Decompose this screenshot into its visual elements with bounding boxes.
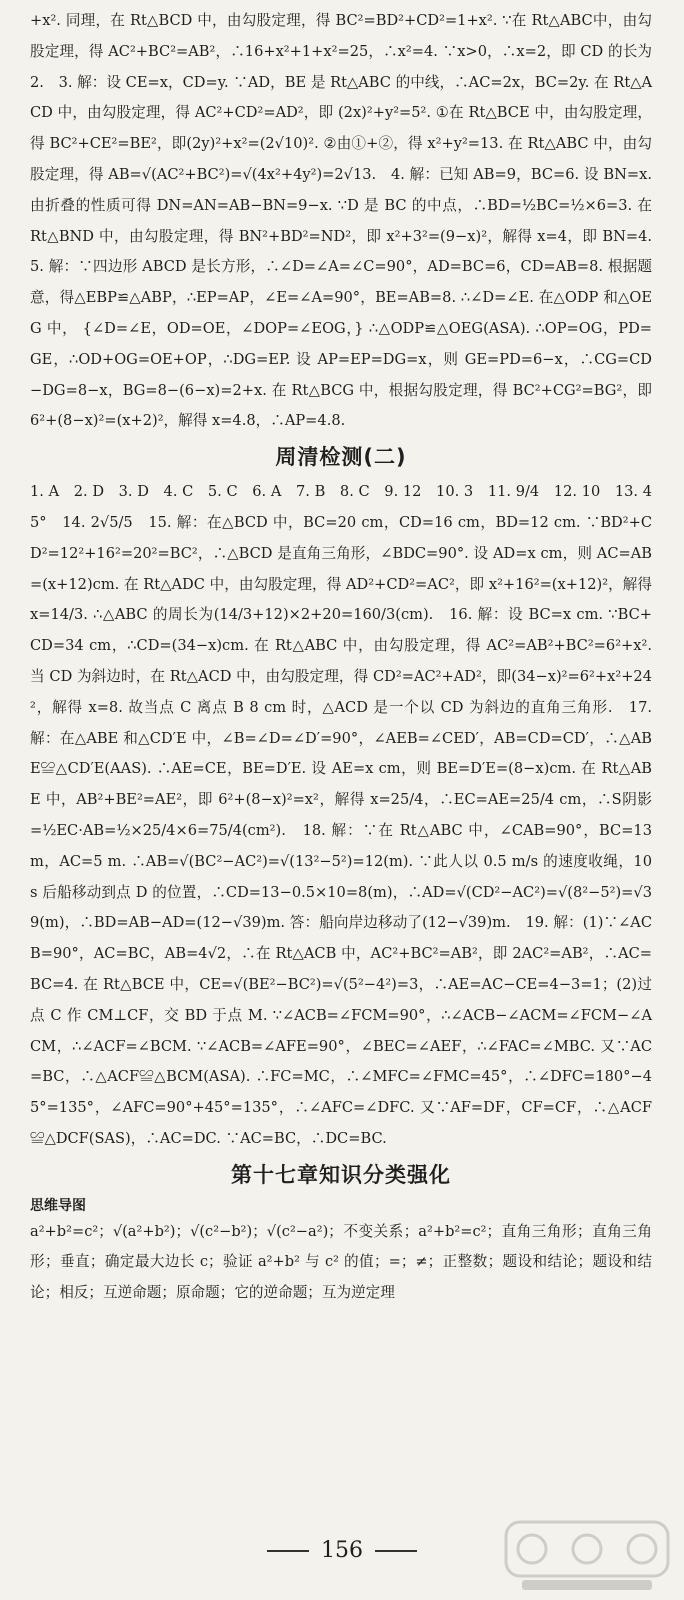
page-number-value: 156: [321, 1538, 363, 1563]
section-heading-chapter17: 第十七章知识分类强化: [231, 1162, 451, 1187]
answer-block-mind-map: a²+b²=c²；√(a²+b²)；√(c²−b²)；√(c²−a²)；不变关系；a²+b²=c²；直角三角形；直角三角形；垂直；确定最大边长 c；验证 a²+b² 与 c² 的值；=；≠；正整数；题设和结论；题设和结论；相反；互逆命题；原命题；它的逆命题；互为逆定理: [30, 1222, 652, 1302]
page-number-left-dash: [267, 1550, 309, 1552]
subheading-mind-map: 思维导图: [30, 1197, 86, 1214]
answer-block-part1: +x². 同理，在 Rt△BCD 中，由勾股定理，得 BC²=BD²+CD²=1+x². ∵在 Rt△ABC中，由勾股定理，得 AC²+BC²=AB²，∴16+x²+1+x²=25，∴x²=4. ∵x>0，∴x=2，即 CD 的长为 2. 3. 解：设 CE=x，CD=y. ∵AD，BE 是 Rt△ABC 的中线，∴AC=2x，BC=2y. 在 Rt△ACD 中，由勾股定理，得 AC²+CD²=AD²，即 (2x)²+y²=5². ①在 Rt△BCE 中，由勾股定理，得 BC²+CE²=BE²，即(2y)²+x²=(2√10)². ②由①+②，得 x²+y²=13. 在 Rt△ABC 中，由勾股定理，得 AB=√(AC²+BC²)=√(4x²+4y²)=2√13. 4. 解：已知 AB=9，BC=6. 设 BN=x. 由折叠的性质可得 DN=AN=AB−BN=9−x. ∵D 是 BC 的中点，∴BD=½BC=½×6=3. 在 Rt△BND 中，由勾股定理，得 BN²+BD²=ND²，即 x²+3²=(9−x)²，解得 x=4，即 BN=4. 5. 解：∵四边形 ABCD 是长方形，∴∠D=∠A=∠C=90°，AD=BC=6，CD=AB=8. 根据题意，得△EBP≌△ABP，∴EP=AP，∠E=∠A=90°，BE=AB=8. ∴∠D=∠E. 在△ODP 和△OEG 中， {∠D=∠E，OD=OE，∠DOP=∠EOG，} ∴△ODP≌△OEG(ASA). ∴OP=OG，PD=GE，∴OD+OG=OE+OP，∴DG=EP. 设 AP=EP=DG=x，则 GE=PD=6−x，∴CG=CD−DG=8−x，BG=8−(6−x)=2+x. 在 Rt△BCG 中，根据勾股定理，得 BC²+CG²=BG²，即 6²+(8−x)²=(x+2)²，解得 x=4.8，∴AP=4.8.: [30, 12, 667, 430]
watermark-logo: [502, 1518, 672, 1596]
answer-page: [30, 6, 667, 1309]
page-number-right-dash: [375, 1550, 417, 1552]
section-heading-weekly-test: 周清检测(二): [275, 445, 407, 470]
answer-block-weekly-test: 1. A 2. D 3. D 4. C 5. C 6. A 7. B 8. C 9. 12 10. 3 11. 9/4 12. 10 13. 45° 14. 2√5/5 15. 解：在△BCD 中，BC=20 cm，CD=16 cm，BD=12 cm. ∵BD²+CD²=12²+16²=20²=BC²，∴△BCD 是直角三角形，∠BDC=90°. 设 AD=x cm，则 AC=AB=(x+12)cm. 在 Rt△ADC 中，由勾股定理，得 AD²+CD²=AC²，即 x²+16²=(x+12)²，解得 x=14/3. ∴△ABC 的周长为(14/3+12)×2+20=160/3(cm). 16. 解：设 BC=x cm. ∵BC+CD=34 cm，∴CD=(34−x)cm. 在 Rt△ABC 中，由勾股定理，得 AC²=AB²+BC²=6²+x². 当 CD 为斜边时，在 Rt△ACD 中，由勾股定理，得 CD²=AC²+AD²，即(34−x)²=6²+x²+24²，解得 x=8. 故当点 C 离点 B 8 cm 时，△ACD 是一个以 CD 为斜边的直角三角形. 17. 解：在△ABE 和△CD′E 中，∠B=∠D=∠D′=90°，∠AEB=∠CED′，AB=CD=CD′，∴△ABE≌△CD′E(AAS). ∴AE=CE，BE=D′E. 设 AE=x cm，则 BE=D′E=(8−x)cm. 在 Rt△ABE 中，AB²+BE²=AE²，即 6²+(8−x)²=x²，解得 x=25/4，∴EC=AE=25/4 cm，∴S阴影=½EC·AB=½×25/4×6=75/4(cm²). 18. 解：∵在 Rt△ABC 中，∠CAB=90°，BC=13 m，AC=5 m. ∴AB=√(BC²−AC²)=√(13²−5²)=12(m). ∵此人以 0.5 m/s 的速度收绳，10 s 后船移动到点 D 的位置，∴CD=13−0.5×10=8(m)，∴AD=√(CD²−AC²)=√(8²−5²)=√39(m)，∴BD=AB−AD=(12−√39)m. 答：船向岸边移动了(12−√39)m. 19. 解：(1)∵∠ACB=90°，AC=BC，AB=4√2，∴在 Rt△ACB 中，AC²+BC²=AB²，即 2AC²=AB²，∴AC=BC=4. 在 Rt△BCE 中，CE=√(BE²−BC²)=√(5²−4²)=3，∴AE=AC−CE=4−3=1；(2)过点 C 作 CM⊥CF，交 BD 于点 M. ∵∠ACB=∠FCM=90°，∴∠ACB−∠ACM=∠FCM−∠ACM，∴∠ACF=∠BCM. ∵∠ACB=∠AFE=90°，∠BEC=∠AEF，∴∠FAC=∠MBC. 又∵AC=BC，∴△ACF≌△BCM(ASA). ∴FC=MC，∴∠MFC=∠FMC=45°，∴∠DFC=180°−45°=135°，∠AFC=90°+45°=135°，∴∠AFC=∠DFC. 又∵AF=DF，CF=CF，∴△ACF≌△DCF(SAS)，∴AC=DC. ∵AC=BC，∴DC=BC.: [30, 483, 657, 1147]
